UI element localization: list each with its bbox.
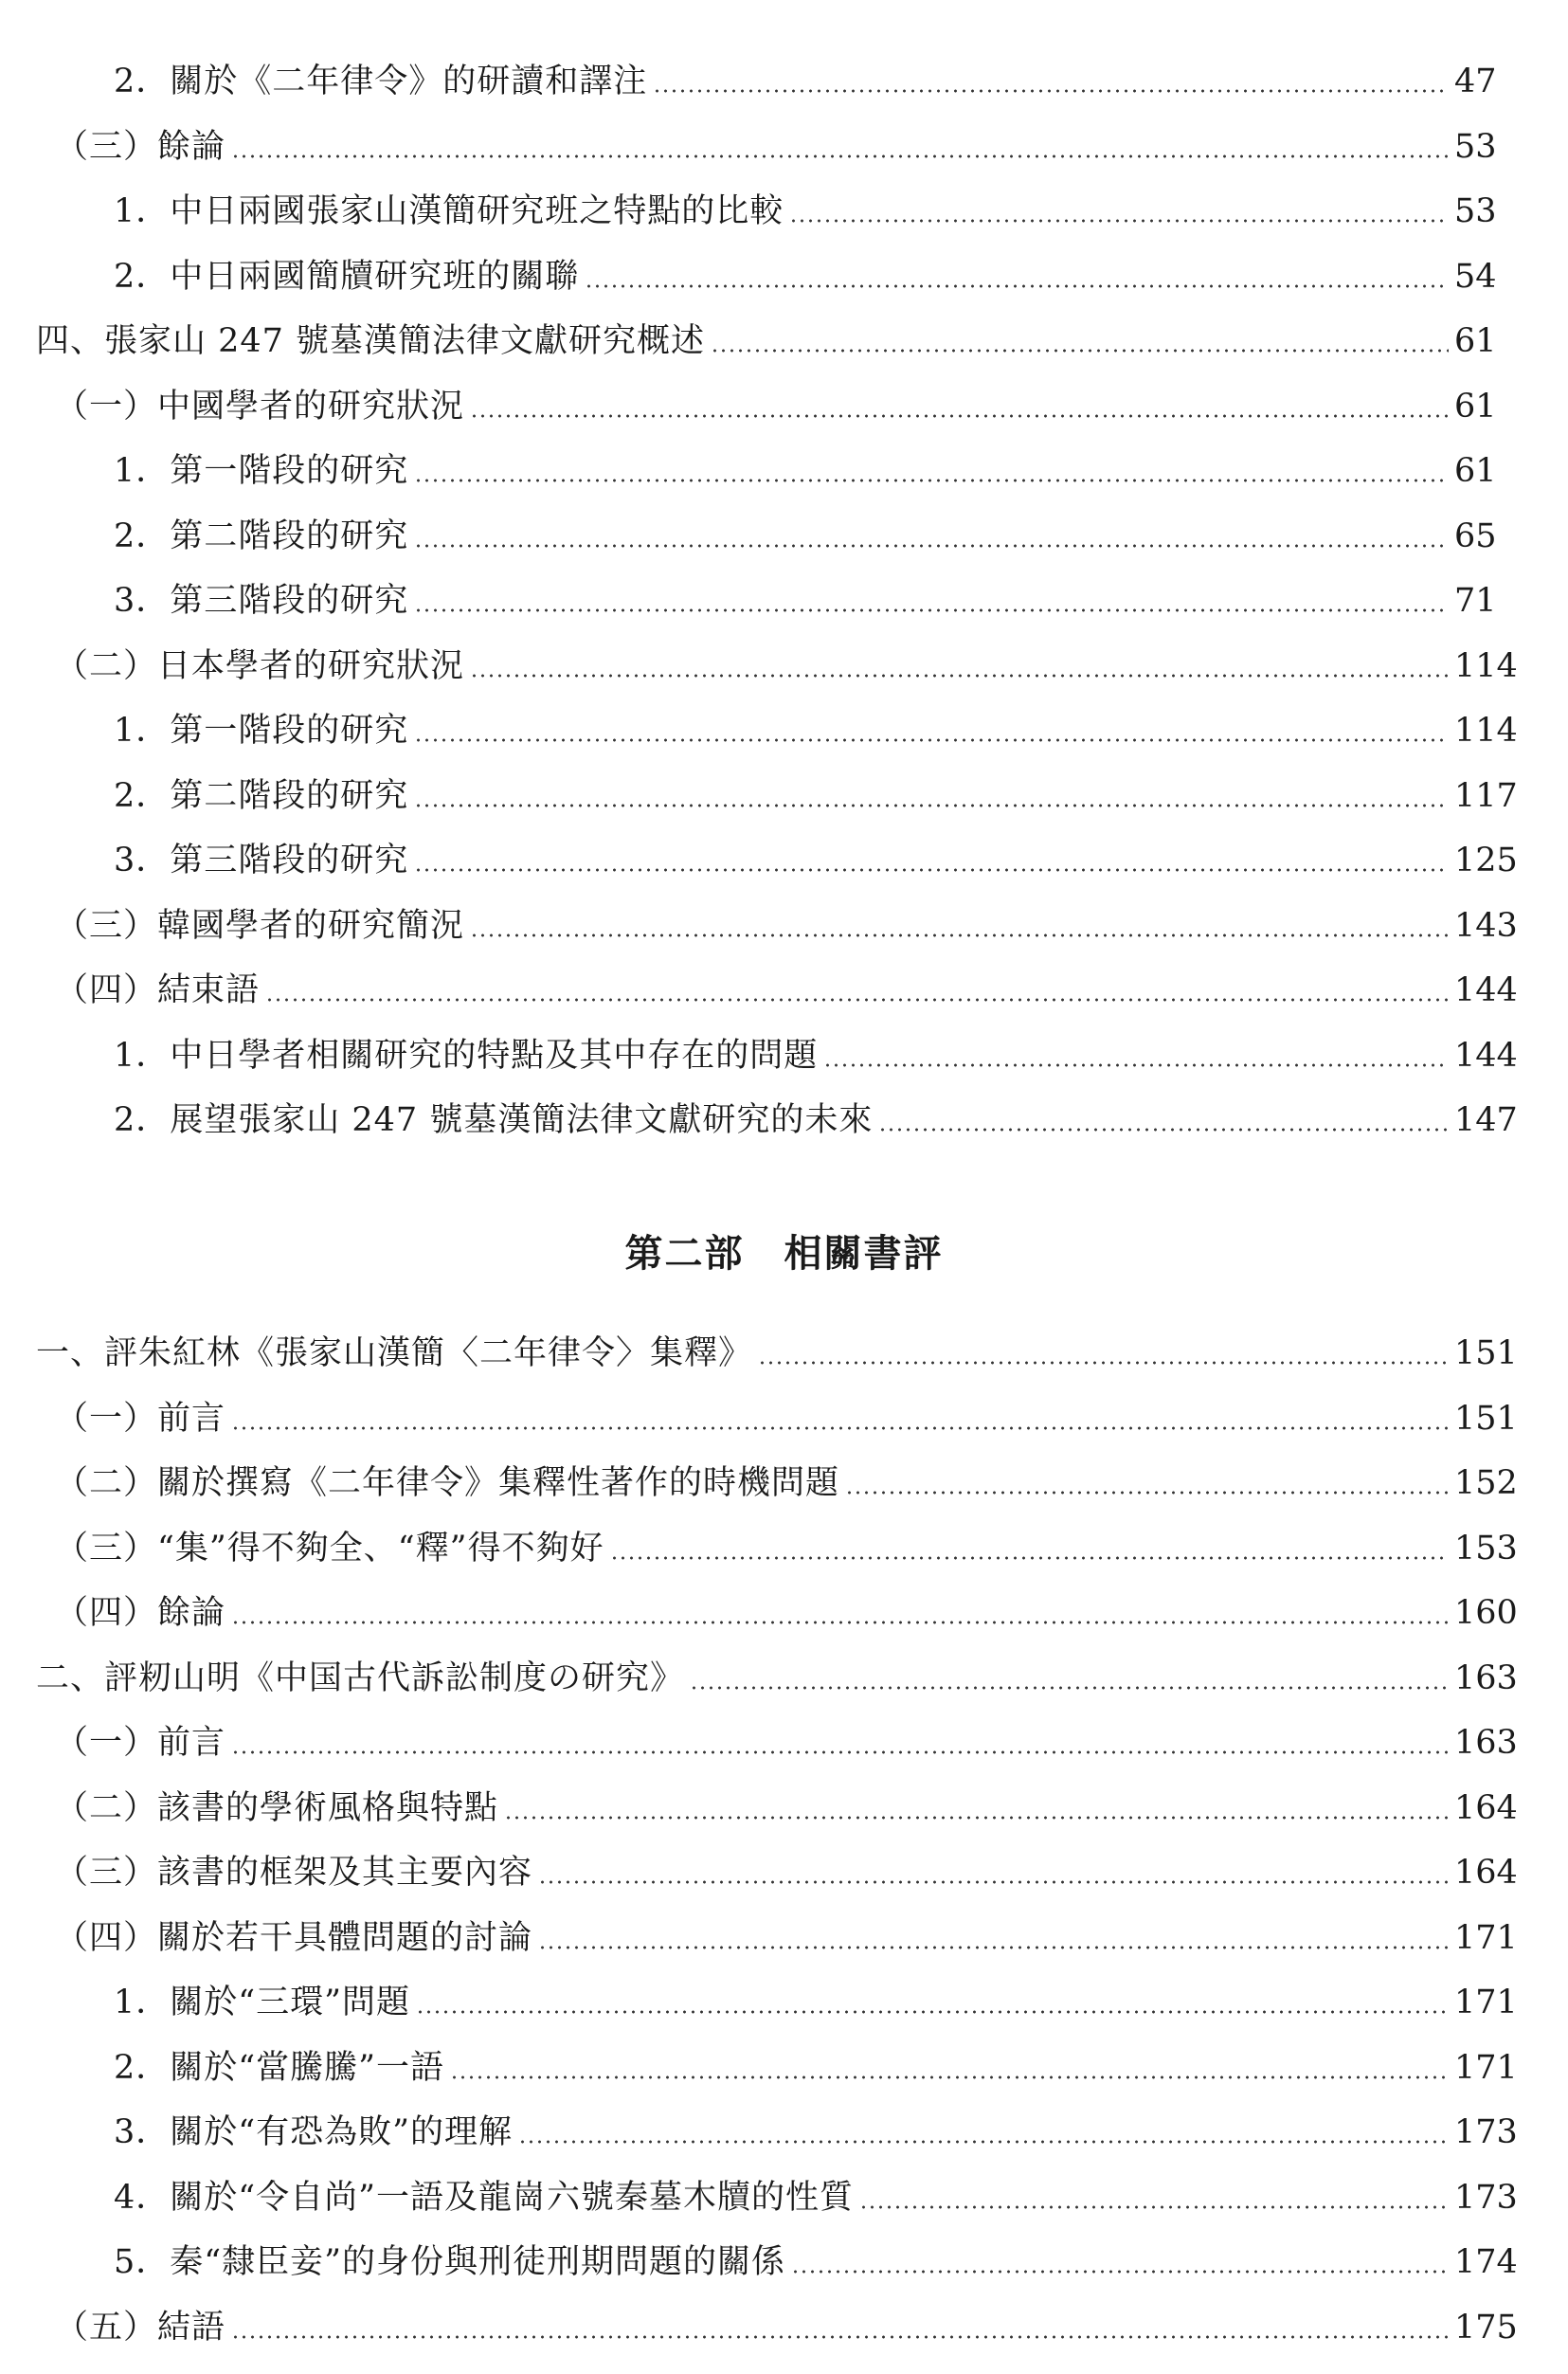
toc-entry-title: 四、張家山 247 號墓漢簡法律文獻研究概述 — [36, 322, 706, 360]
toc-entry-title: （一）中國學者的研究狀況 — [55, 387, 465, 426]
toc-entry-title: 一、評朱紅林《張家山漢簡〈二年律令〉集釋》 — [36, 1334, 753, 1372]
part1-entry — [0, 966, 1568, 1015]
toc-entry-title: 1．中日學者相關研究的特點及其中存在的問題 — [114, 1036, 819, 1075]
toc-dot-leader — [791, 2270, 1449, 2274]
part1-entry — [0, 512, 1568, 561]
part2-entry — [0, 1329, 1568, 1378]
toc-dot-leader — [470, 414, 1449, 418]
toc-page-number: 163 — [1454, 1724, 1518, 1762]
toc-entry-title: 3．第三階段的研究 — [114, 842, 409, 879]
part1-entry — [0, 1096, 1568, 1145]
part2-entry — [0, 2173, 1568, 2222]
toc-entry-title: 2．第二階段的研究 — [114, 776, 409, 815]
toc-dot-leader — [414, 544, 1449, 548]
toc-dot-leader — [416, 2010, 1449, 2014]
toc-page-number: 61 — [1454, 452, 1497, 490]
toc-page-number: 53 — [1454, 127, 1497, 166]
toc-page-number: 164 — [1454, 1788, 1518, 1827]
part1-entry — [0, 187, 1568, 236]
toc-entry-title: 二、評籾山明《中国古代訴訟制度の研究》 — [36, 1658, 685, 1697]
toc-dot-leader — [690, 1686, 1449, 1690]
part2-entry — [0, 1784, 1568, 1833]
toc-page-number: 151 — [1454, 1334, 1518, 1372]
part1-entry — [0, 576, 1568, 625]
toc-page-number: 171 — [1454, 1918, 1518, 1957]
toc-entry-title: 5．秦“隸臣妾”的身份與刑徒刑期問題的關係 — [114, 2243, 786, 2281]
toc-dot-leader — [450, 2075, 1449, 2079]
part2-entry — [0, 1524, 1568, 1573]
toc-page-number: 171 — [1454, 2048, 1518, 2087]
toc-dot-leader — [414, 868, 1449, 872]
toc-dot-leader — [823, 1063, 1449, 1067]
toc-page-number: 160 — [1454, 1594, 1518, 1632]
toc-entry-title: 2．中日兩國簡牘研究班的關聯 — [114, 257, 580, 296]
part1-entry — [0, 382, 1568, 431]
toc-page-number: 164 — [1454, 1854, 1518, 1892]
toc-entry-title: （三）該書的框架及其主要內容 — [55, 1854, 533, 1892]
part2-entry — [0, 1718, 1568, 1767]
toc-entry-title: （三）餘論 — [55, 127, 226, 166]
part1-entry — [0, 317, 1568, 366]
part1-entry — [0, 57, 1568, 106]
toc-page-number: 173 — [1454, 2113, 1518, 2151]
toc-entry-title: 2．第二階段的研究 — [114, 516, 409, 555]
toc-dot-leader — [711, 349, 1449, 353]
toc-entry-title: 2．關於“當騰騰”一語 — [114, 2048, 445, 2087]
part2-entry — [0, 2303, 1568, 2352]
toc-entry-title: 1．中日兩國張家山漢簡研究班之特點的比較 — [114, 192, 784, 230]
toc-entry-title: 2．關於《二年律令》的研讀和譯注 — [114, 63, 648, 100]
toc-dot-leader — [414, 479, 1449, 482]
toc-dot-leader — [231, 154, 1449, 158]
toc-dot-leader — [231, 1621, 1449, 1624]
toc-page-number: 144 — [1454, 1036, 1518, 1075]
toc-page-number: 153 — [1454, 1529, 1518, 1568]
part1-entry — [0, 122, 1568, 172]
part2-entry — [0, 1654, 1568, 1703]
toc-page-number: 163 — [1454, 1658, 1518, 1697]
part1-entry — [0, 901, 1568, 951]
part1-entry — [0, 771, 1568, 821]
toc-entry-title: （四）關於若干具體問題的討論 — [55, 1918, 533, 1957]
toc-dot-leader — [504, 1816, 1449, 1820]
toc-entry-title: （四）結束語 — [55, 971, 261, 1009]
toc-page-number: 65 — [1454, 516, 1497, 555]
toc-page-number: 71 — [1454, 582, 1497, 620]
part2-entry — [0, 2108, 1568, 2157]
part2-entry — [0, 2238, 1568, 2287]
part2-entry — [0, 2043, 1568, 2093]
toc-dot-leader — [878, 1128, 1449, 1132]
part2-entry — [0, 1978, 1568, 2027]
toc-dot-leader — [758, 1361, 1449, 1365]
toc-dot-leader — [470, 674, 1449, 678]
toc-entry-title: （三）韓國學者的研究簡況 — [55, 906, 465, 945]
toc-entry-title: （二）該書的學術風格與特點 — [55, 1788, 499, 1827]
toc-page-number: 114 — [1454, 646, 1518, 685]
toc-page-number: 117 — [1454, 776, 1518, 815]
toc-page-number: 171 — [1454, 1984, 1518, 2021]
toc-dot-leader — [265, 998, 1449, 1002]
toc-entry-title: 1．第一階段的研究 — [114, 452, 409, 490]
toc-entry-title: （二）日本學者的研究狀況 — [55, 646, 465, 685]
toc-page-number: 114 — [1454, 712, 1518, 750]
toc-page-number: 61 — [1454, 322, 1497, 360]
toc-entry-title: （五）結語 — [55, 2308, 226, 2347]
toc-entry-title: 2．展望張家山 247 號墓漢簡法律文獻研究的未來 — [114, 1101, 874, 1139]
toc-entry-title: （二）關於撰寫《二年律令》集釋性著作的時機問題 — [55, 1464, 840, 1502]
toc-dot-leader — [231, 1426, 1449, 1430]
toc-dot-leader — [231, 1750, 1449, 1754]
toc-dot-leader — [414, 738, 1449, 742]
toc-page-number: 125 — [1454, 842, 1518, 879]
toc-dot-leader — [859, 2205, 1449, 2209]
toc-page-number: 174 — [1454, 2243, 1518, 2281]
toc-page-number: 147 — [1454, 1101, 1518, 1139]
toc-page-number: 53 — [1454, 192, 1497, 230]
toc-dot-leader — [231, 2335, 1449, 2339]
part-two-heading: 第二部 相關書評 — [624, 1232, 944, 1276]
part2-entry — [0, 1459, 1568, 1508]
toc-page-number: 144 — [1454, 971, 1518, 1009]
toc-page-number: 61 — [1454, 387, 1497, 426]
toc-dot-leader — [518, 2140, 1449, 2144]
part1-entry — [0, 446, 1568, 496]
part1-entry — [0, 1031, 1568, 1080]
toc-entry-title: 4．關於“令自尚”一語及龍崗六號秦墓木牘的性質 — [114, 2178, 855, 2217]
toc-dot-leader — [414, 608, 1449, 612]
toc-page-number: 152 — [1454, 1464, 1518, 1502]
toc-page-number: 151 — [1454, 1399, 1518, 1438]
toc-dot-leader — [610, 1556, 1449, 1560]
part2-entry — [0, 1848, 1568, 1897]
part2-entry — [0, 1394, 1568, 1443]
part2-entry — [0, 1588, 1568, 1638]
toc-page-number: 143 — [1454, 906, 1518, 945]
toc-page-number: 54 — [1454, 257, 1497, 296]
part1-entry — [0, 252, 1568, 301]
toc-entry-title: （一）前言 — [55, 1724, 226, 1762]
toc-dot-leader — [789, 219, 1449, 223]
toc-dot-leader — [538, 1946, 1449, 1949]
part1-entry — [0, 706, 1568, 755]
toc-page-number: 173 — [1454, 2178, 1518, 2217]
part1-entry — [0, 642, 1568, 691]
toc-page-number: 47 — [1454, 63, 1497, 100]
toc-dot-leader — [414, 804, 1449, 807]
toc-entry-title: （三）“集”得不夠全、“釋”得不夠好 — [55, 1529, 604, 1568]
toc-dot-leader — [585, 284, 1449, 288]
part1-entry — [0, 836, 1568, 885]
toc-dot-leader — [470, 933, 1449, 937]
toc-entry-title: 3．第三階段的研究 — [114, 582, 409, 620]
toc-entry-title: （四）餘論 — [55, 1594, 226, 1632]
toc-dot-leader — [653, 89, 1449, 93]
toc-entry-title: 1．第一階段的研究 — [114, 712, 409, 750]
toc-entry-title: 3．關於“有恐為敗”的理解 — [114, 2113, 514, 2151]
toc-dot-leader — [845, 1491, 1449, 1495]
toc-entry-title: （一）前言 — [55, 1399, 226, 1438]
toc-page-number: 175 — [1454, 2308, 1518, 2347]
toc-dot-leader — [538, 1880, 1449, 1884]
toc-entry-title: 1．關於“三環”問題 — [114, 1984, 411, 2021]
part2-entry — [0, 1913, 1568, 1963]
